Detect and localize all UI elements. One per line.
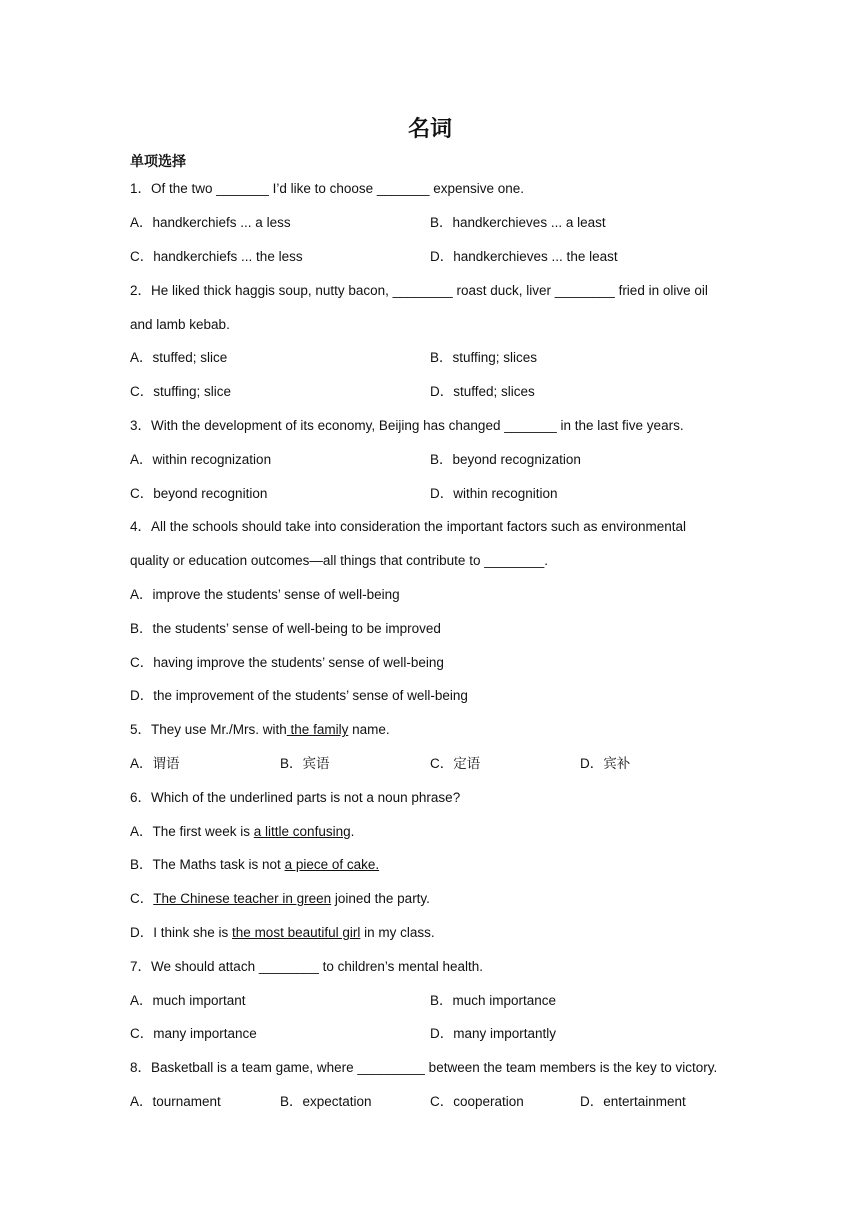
question-7-option-a: A．much important: [130, 993, 246, 1008]
question-6-stem: 6．Which of the underlined parts is not a noun phrase?: [130, 790, 461, 805]
question-1-stem: 1．Of the two _______ I’d like to choose _______ expensive one.: [130, 181, 525, 196]
question-6-option-d-post: in my class.: [360, 925, 435, 940]
question-5-option-c: C．定语: [430, 756, 481, 771]
question-6-option-c-pre: C．: [130, 891, 154, 906]
question-4-stem-line-1: 4．All the schools should take into consideration the important factors such as environmental: [130, 519, 687, 534]
question-7-option-c: C．many importance: [130, 1026, 257, 1041]
question-6-option-a-underlined: a little confusing: [253, 824, 351, 839]
question-3-stem: 3．With the development of its economy, Beijing has changed _______ in the last five years.: [130, 418, 684, 433]
question-6-option-c-post: joined the party.: [331, 891, 430, 906]
question-5-stem-pre: 5．They use Mr./Mrs. with: [130, 722, 287, 737]
question-1-option-c: C．handkerchiefs ... the less: [130, 249, 303, 264]
question-6-option-d-pre: D．I think she is: [130, 925, 233, 940]
question-2-option-c: C．stuffing; slice: [130, 384, 232, 399]
question-6-option-a: [130, 823, 354, 841]
question-8-option-d: D．entertainment: [580, 1094, 686, 1109]
question-2-option-b: B．stuffing; slices: [430, 350, 538, 365]
question-2-option-d: D．stuffed; slices: [430, 384, 535, 399]
question-6-option-a-post: .: [350, 824, 355, 839]
question-6-option-b-pre: B．The Maths task is not: [130, 857, 285, 872]
question-8-option-b: B．expectation: [280, 1094, 372, 1109]
question-7-stem: 7．We should attach ________ to children’s mental health.: [130, 959, 483, 974]
question-6-option-c-underlined: The Chinese teacher in green: [153, 891, 332, 906]
question-6-option-c: [130, 890, 430, 908]
question-6-option-b: [130, 856, 379, 874]
question-4-option-a: A．improve the students’ sense of well-being: [130, 587, 400, 602]
question-4-option-c: C．having improve the students’ sense of well-being: [130, 655, 444, 670]
question-6-option-d: [130, 924, 435, 942]
question-6-option-a-pre: A．The first week is: [130, 824, 254, 839]
question-8-stem: 8．Basketball is a team game, where _________ between the team members is the key to victory.: [130, 1060, 718, 1075]
question-8-option-c: C．cooperation: [430, 1094, 524, 1109]
question-5-stem-post: name.: [348, 722, 390, 737]
question-5-underlined: the family: [286, 722, 349, 737]
question-1-option-a: A．handkerchiefs ... a less: [130, 215, 291, 230]
question-7-option-d: D．many importantly: [430, 1026, 557, 1041]
question-3-option-c: C．beyond recognition: [130, 486, 268, 501]
question-1-option-b: B．handkerchieves ... a least: [430, 215, 606, 230]
question-5-option-d: D．宾补: [580, 756, 631, 771]
question-3-option-d: D．within recognition: [430, 486, 558, 501]
question-7-option-b: B．much importance: [430, 993, 557, 1008]
page-title: 名词: [407, 116, 452, 141]
question-6-option-d-underlined: the most beautiful girl: [232, 925, 361, 940]
question-1-option-d: D．handkerchieves ... the least: [430, 249, 618, 264]
question-4-option-d: D．the improvement of the students’ sense of well-being: [130, 688, 468, 703]
section-heading: 单项选择: [130, 153, 186, 169]
question-8-option-a: A．tournament: [130, 1094, 221, 1109]
question-4-option-b: B．the students’ sense of well-being to be improved: [130, 621, 441, 636]
question-4-stem-line-2: quality or education outcomes—all things that contribute to ________.: [130, 553, 549, 568]
question-2-stem-line-2: and lamb kebab.: [130, 317, 230, 332]
question-5-option-b: B．宾语: [280, 756, 330, 771]
question-3-option-b: B．beyond recognization: [430, 452, 581, 467]
question-6-option-b-underlined: a piece of cake.: [284, 857, 380, 872]
question-2-option-a: A．stuffed; slice: [130, 350, 228, 365]
question-3-option-a: A．within recognization: [130, 452, 272, 467]
question-5-stem: [130, 721, 390, 739]
question-5-option-a: A．谓语: [130, 756, 180, 771]
question-2-stem-line-1: 2．He liked thick haggis soup, nutty bacon, ________ roast duck, liver ________ fried in olive oil: [130, 283, 708, 298]
